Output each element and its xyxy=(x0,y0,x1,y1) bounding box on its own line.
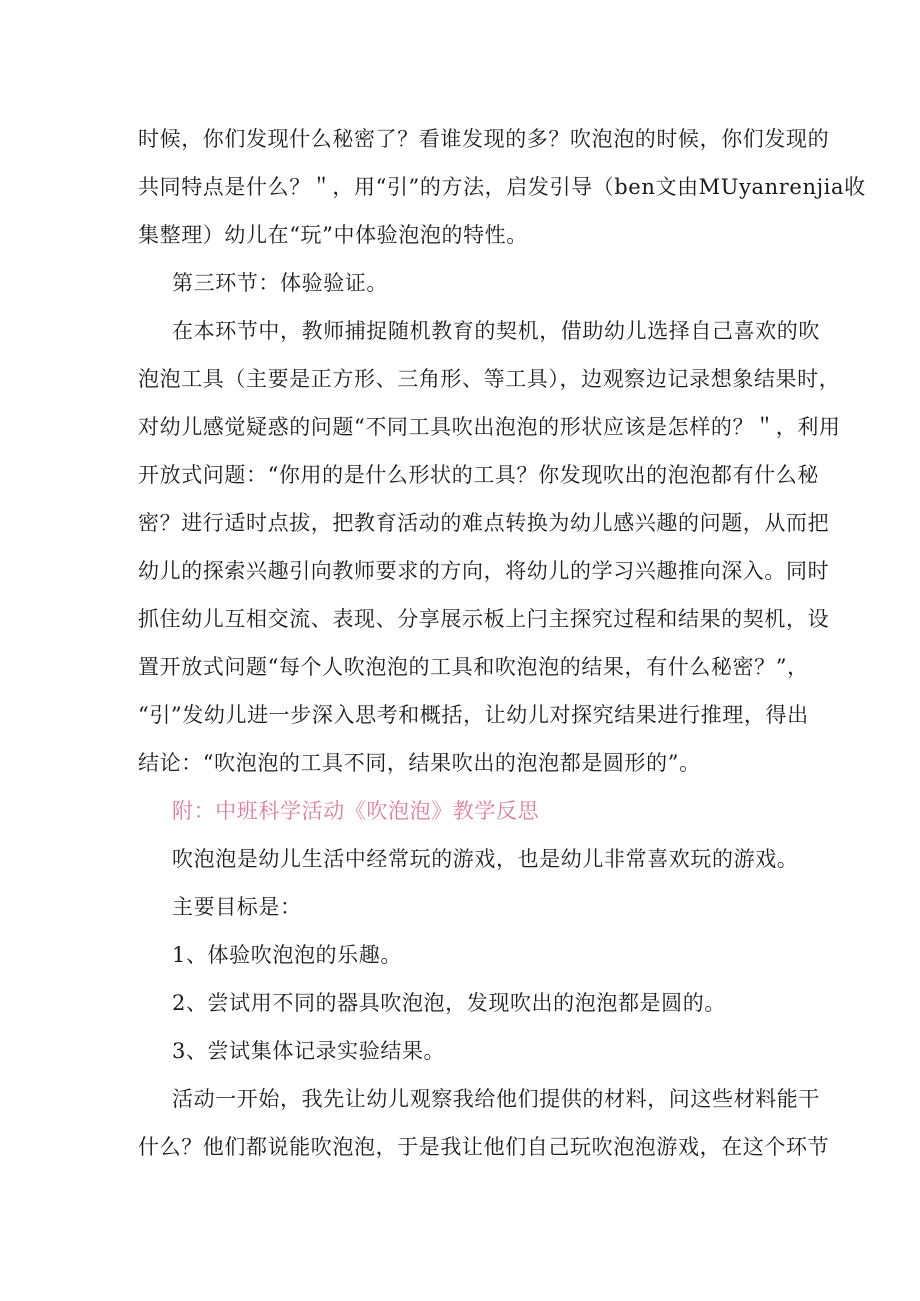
paragraph-line: 在本环节中，教师捕捉随机教育的契机，借助幼儿选择自己喜欢的吹 xyxy=(172,319,820,343)
paragraph-line: 置开放式问题“每个人吹泡泡的工具和吹泡泡的结果，有什么秘密？”， xyxy=(138,655,809,679)
paragraph-line: 什么？他们都说能吹泡泡，于是我让他们自己玩吹泡泡游戏，在这个环节 xyxy=(138,1135,830,1159)
paragraph-line: 集整理）幼儿在“玩”中体验泡泡的特性。 xyxy=(138,223,528,247)
list-item: 2、尝试用不同的器具吹泡泡，发现吹出的泡泡都是圆的。 xyxy=(172,991,726,1015)
appendix-heading: 附：中班科学活动《吹泡泡》教学反思 xyxy=(172,799,540,823)
paragraph-line: 共同特点是什么？＂，用“引”的方法，启发引导（ben文由MUyanrenjia收 xyxy=(138,175,866,199)
paragraph-line: 幼儿的探索兴趣引向教师要求的方向，将幼儿的学习兴趣推向深入。同时 xyxy=(138,559,830,583)
paragraph-line: 开放式问题：“你用的是什么形状的工具？你发现吹出的泡泡都有什么秘 xyxy=(138,463,819,487)
paragraph-line: 抓住幼儿互相交流、表现、分享展示板上闩主探究过程和结果的契机，设 xyxy=(138,607,830,631)
paragraph-line: 对幼儿感觉疑惑的问题“不同工具吹出泡泡的形状应该是怎样的？＂，利用 xyxy=(138,415,841,439)
paragraph-line: 时候，你们发现什么秘密了？看谁发现的多？吹泡泡的时候，你们发现的 xyxy=(138,127,830,151)
paragraph-line: 活动一开始，我先让幼儿观察我给他们提供的材料，问这些材料能干 xyxy=(172,1087,820,1111)
section-heading: 第三环节：体验验证。 xyxy=(172,271,388,295)
list-item: 1、体验吹泡泡的乐趣。 xyxy=(172,943,402,967)
paragraph-line: 主要目标是： xyxy=(172,895,302,919)
list-item: 3、尝试集体记录实验结果。 xyxy=(172,1039,446,1063)
paragraph-line: 泡泡工具（主要是正方形、三角形、等工具），边观察边记录想象结果时， xyxy=(138,367,841,391)
paragraph-line: 密？进行适时点拔，把教育活动的难点转换为幼儿感兴趣的问题，从而把 xyxy=(138,511,830,535)
paragraph-line: 结论：“吹泡泡的工具不同，结果吹出的泡泡都是圆形的”。 xyxy=(138,751,701,775)
paragraph-line: 吹泡泡是幼儿生活中经常玩的游戏，也是幼儿非常喜欢玩的游戏。 xyxy=(172,847,799,871)
paragraph-line: “引”发幼儿进一步深入思考和概括，让幼儿对探究结果进行推理，得出 xyxy=(138,703,809,727)
